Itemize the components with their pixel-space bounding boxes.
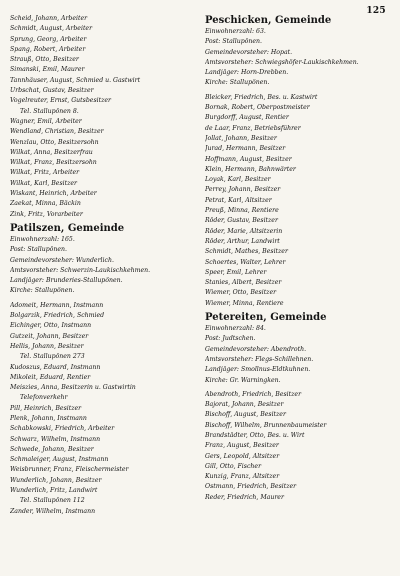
list-item: Adomeit, Hermann, Instmann <box>10 301 104 309</box>
list-item: Wiemer, Minna, Rentiere <box>205 299 284 307</box>
list-item: Bischoff, Wilhelm, Brunnenbaumeister <box>205 421 327 429</box>
list-item: Bleicker, Friedrich, Bes. u. Kastwirt <box>205 93 318 101</box>
list-item: de Laar, Franz, Betriebsführer <box>205 124 301 132</box>
list-item: Strauß, Otto, Besitzer <box>10 56 79 64</box>
list-item: Schoertes, Walter, Lehrer <box>205 258 286 266</box>
list-item: Petrat, Karl, Altsitzer <box>205 196 272 204</box>
list-item: Schmidt, August, Arbeiter <box>10 25 93 33</box>
section-info: Einwohnerzahl: 165. <box>10 235 75 243</box>
list-item: Burgdorff, August, Rentier <box>205 114 289 122</box>
section-info: Landjäger: Brunderies-Stallupönen. <box>10 277 123 285</box>
list-item: Sprung, Georg, Arbeiter <box>10 35 87 43</box>
page-number: 125 <box>366 6 386 16</box>
list-item: Scheid, Johann, Arbeiter <box>10 15 88 22</box>
section-info: Einwohnerzahl: 63. <box>205 28 266 35</box>
list-item: Franz, August, Besitzer <box>205 442 279 450</box>
section-info: Einwohnerzahl: 84. <box>205 325 266 333</box>
section-info: Gemeindevorsteher: Hopat. <box>205 48 293 56</box>
list-item: Plenk, Johann, Instmann <box>10 414 87 422</box>
section-info: Post: Stallupönen. <box>205 38 262 46</box>
list-item: Kudoszus, Eduard, Instmann <box>10 363 101 371</box>
list-item: Zaekat, Minna, Bäckin <box>10 200 81 208</box>
list-item: Zander, Wilhelm, Instmann <box>10 507 96 515</box>
section-info: Post: Stallupönen. <box>10 246 67 254</box>
list-item: Loyak, Karl, Besitzer <box>205 176 271 184</box>
section-info: Kirche: Stallupönen. <box>10 287 75 295</box>
section-info: Amtsvorsteher: Schwiegshöfer-Laukischkehmen. <box>205 58 359 66</box>
section-info: Amtsvorsteher: Schwerzin-Laukischkehmen. <box>10 266 151 274</box>
section-info: Kirche: Gr. Warningken. <box>205 376 281 384</box>
list-item: Reder, Friedrich, Maurer <box>205 493 284 501</box>
section-info: Amtsvorsteher: Flegs-Schillehnen. <box>205 355 314 363</box>
list-item: Stanies, Albert, Besitzer <box>205 279 282 287</box>
list-item: Wilkat, Fritz, Arbeiter <box>10 169 80 177</box>
list-item: Wilkat, Karl, Besitzer <box>10 179 77 187</box>
list-item: Wagner, Emil, Arbeiter <box>10 117 82 125</box>
list-item: Speer, Emil, Lehrer <box>205 268 267 276</box>
list-item: Vogelreuter, Ernst, Gutsbesitzer <box>10 97 111 105</box>
list-item: Hellis, Johann, Besitzer <box>10 342 84 350</box>
list-item: Brandstädter, Otto, Bes. u. Wirt <box>205 431 305 439</box>
section-info: Gemeindevorsteher: Abendroth. <box>205 345 307 353</box>
list-item: Tel. Stallupönen 112 <box>20 497 85 505</box>
list-item: Röder, Marie, Altsitzerin <box>205 227 283 235</box>
list-item: Wunderlich, Johann, Besitzer <box>10 476 102 484</box>
list-item: Klein, Hermann, Bahnwärter <box>205 165 296 173</box>
left-column <box>10 14 195 517</box>
section-title: Peschicken, Gemeinde <box>205 15 332 26</box>
list-item: Mikoleit, Eduard, Rentier <box>10 373 91 381</box>
list-item: Pill, Heinrich, Besitzer <box>10 404 82 412</box>
list-item: Weisbrunner, Franz, Fleischermeister <box>10 466 129 474</box>
section-info: Post: Judtschen. <box>205 335 256 343</box>
list-item: Eichinger, Otto, Instmann <box>10 322 92 330</box>
list-item: Tel. Stallupönen 273 <box>20 353 85 361</box>
list-item: Schwarz, Wilhelm, Instmann <box>10 435 101 443</box>
section-info: Kirche: Stallupönen. <box>205 79 270 87</box>
list-item: Wenzlau, Otto, Besitzersohn <box>10 138 99 146</box>
list-item: Meiszies, Anna, Besitzerin u. Gastwirtin <box>10 384 136 392</box>
list-item: Spang, Robert, Arbeiter <box>10 45 86 53</box>
list-item: Jollat, Johann, Besitzer <box>205 134 277 142</box>
list-item: Tannhäuser, August, Schmied u. Gastwirt <box>10 76 141 84</box>
list-item: Wiemer, Otto, Besitzer <box>205 289 277 297</box>
list-item: Zink, Fritz, Vorarbeiter <box>10 210 83 218</box>
list-item: Schmidt, Mathes, Besitzer <box>205 248 288 256</box>
list-item: Ostmann, Friedrich, Besitzer <box>205 483 297 491</box>
list-item: Preuß, Minna, Rentiere <box>205 207 279 215</box>
list-item: Wunderlich, Fritz, Landwirt <box>10 487 98 495</box>
section-info: Gemeindevorsteher: Wunderlich. <box>10 256 114 264</box>
list-item: Tel. Stallupönen 8. <box>20 107 79 115</box>
list-item: Schabkowski, Friedrich, Arbeiter <box>10 425 115 433</box>
list-item: Wendland, Christian, Besitzer <box>10 128 104 136</box>
list-item: Schmaleiger, August, Instmann <box>10 456 109 464</box>
list-item: Jurad, Hermann, Besitzer <box>205 145 286 153</box>
list-item: Abendroth, Friedrich, Besitzer <box>205 390 302 398</box>
list-item: Röder, Gustav, Besitzer <box>205 217 278 225</box>
list-item: Gers, Leopold, Altsitzer <box>205 452 280 460</box>
list-item: Perrey, Johann, Besitzer <box>205 186 281 194</box>
list-item: Gutzeit, Johann, Besitzer <box>10 332 89 340</box>
section-title: Petereiten, Gemeinde <box>205 312 327 324</box>
list-item: Bajorat, Johann, Besitzer <box>205 401 284 409</box>
list-item: Schwede, Johann, Besitzer <box>10 445 94 453</box>
section-info: Landjäger: Horn-Drebben. <box>205 69 289 77</box>
section-title: Patilszen, Gemeinde <box>10 222 125 234</box>
list-item: Wilkat, Anna, Besitzerfrau <box>10 148 93 156</box>
list-item: Gill, Otto, Fischer <box>205 462 262 470</box>
section-info: Landjäger: Smollnus-Eldtkuhnen. <box>205 366 311 374</box>
list-item: Bolgarzik, Friedrich, Schmied <box>10 312 105 320</box>
list-item: Kunzig, Franz, Altsitzer <box>205 473 280 481</box>
list-item: Telefonverkehr <box>20 394 68 402</box>
right-column <box>205 14 395 503</box>
list-item: Simanski, Emil, Maurer <box>10 66 85 74</box>
list-item: Wiskant, Heinrich, Arbeiter <box>10 190 97 198</box>
list-item: Bischoff, August, Besitzer <box>205 411 286 419</box>
list-item: Urbschat, Gustav, Besitzer <box>10 87 94 95</box>
list-item: Röder, Arthur, Landwirt <box>205 237 280 245</box>
list-item: Bornak, Robert, Oberpostmeister <box>205 104 310 112</box>
list-item: Wilkat, Franz, Besitzersohn <box>10 159 97 167</box>
list-item: Hoffmann, August, Besitzer <box>205 155 292 163</box>
